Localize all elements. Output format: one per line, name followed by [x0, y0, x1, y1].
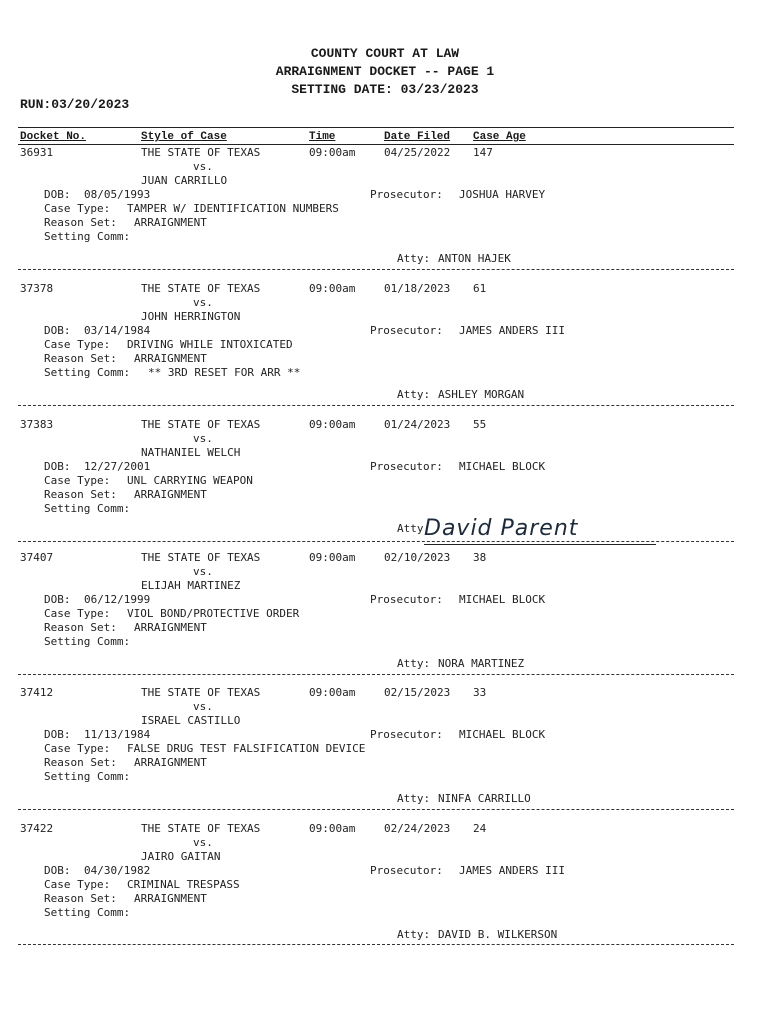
- prosecutor-label: Prosecutor:: [370, 460, 443, 473]
- column-docket: Docket No.: [20, 131, 87, 143]
- setting-comm-label: Setting Comm:: [44, 770, 131, 783]
- docket-number: 37407: [20, 551, 54, 564]
- case-type-label: Case Type:: [44, 878, 111, 891]
- defendant: ELIJAH MARTINEZ: [141, 579, 241, 592]
- plaintiff: THE STATE OF TEXAS: [141, 822, 261, 835]
- prosecutor-label: Prosecutor:: [370, 593, 443, 606]
- dob-value: 03/14/1984: [84, 324, 151, 337]
- docket-number: 37378: [20, 282, 54, 295]
- case-separator: [18, 809, 734, 810]
- case-separator: [18, 674, 734, 675]
- date-filed: 04/25/2022: [384, 146, 451, 159]
- dob-value: 11/13/1984: [84, 728, 151, 741]
- prosecutor-value: MICHAEL BLOCK: [459, 460, 546, 473]
- dob-label: DOB:: [44, 728, 71, 741]
- prosecutor-label: Prosecutor:: [370, 864, 443, 877]
- case-age: 38: [473, 551, 487, 564]
- setting-comm-label: Setting Comm:: [44, 502, 131, 515]
- date-filed: 02/10/2023: [384, 551, 451, 564]
- vs-label: vs.: [193, 296, 213, 309]
- date-filed: 02/15/2023: [384, 686, 451, 699]
- defendant: ISRAEL CASTILLO: [141, 714, 241, 727]
- reason-set-value: ARRAIGNMENT: [134, 756, 207, 769]
- prosecutor-label: Prosecutor:: [370, 188, 443, 201]
- defendant: JAIRO GAITAN: [141, 850, 221, 863]
- prosecutor-value: JOSHUA HARVEY: [459, 188, 546, 201]
- vs-label: vs.: [193, 836, 213, 849]
- vs-label: vs.: [193, 565, 213, 578]
- reason-set-value: ARRAIGNMENT: [134, 488, 207, 501]
- reason-set-label: Reason Set:: [44, 216, 117, 229]
- case-age: 55: [473, 418, 487, 431]
- hearing-time: 09:00am: [309, 686, 356, 699]
- prosecutor-value: MICHAEL BLOCK: [459, 728, 546, 741]
- dob-value: 04/30/1982: [84, 864, 151, 877]
- atty-label: Atty:: [397, 522, 431, 535]
- case-separator: [18, 405, 734, 406]
- case-type-value: VIOL BOND/PROTECTIVE ORDER: [127, 607, 300, 620]
- hearing-time: 09:00am: [309, 418, 356, 431]
- reason-set-label: Reason Set:: [44, 892, 117, 905]
- prosecutor-label: Prosecutor:: [370, 324, 443, 337]
- atty-label: Atty:: [397, 388, 431, 401]
- prosecutor-value: MICHAEL BLOCK: [459, 593, 546, 606]
- plaintiff: THE STATE OF TEXAS: [141, 146, 261, 159]
- case-type-value: UNL CARRYING WEAPON: [127, 474, 253, 487]
- court-title: COUNTY COURT AT LAW: [310, 46, 460, 61]
- reason-set-value: ARRAIGNMENT: [134, 621, 207, 634]
- setting-comm-label: Setting Comm:: [44, 230, 131, 243]
- defendant: NATHANIEL WELCH: [141, 446, 241, 459]
- plaintiff: THE STATE OF TEXAS: [141, 686, 261, 699]
- dob-value: 12/27/2001: [84, 460, 151, 473]
- date-filed: 02/24/2023: [384, 822, 451, 835]
- case-separator: [18, 944, 734, 945]
- atty-label: Atty:: [397, 928, 431, 941]
- case-age: 61: [473, 282, 487, 295]
- vs-label: vs.: [193, 160, 213, 173]
- atty-value: ANTON HAJEK: [438, 252, 511, 265]
- column-age: Case Age: [473, 131, 526, 143]
- column-rule: [18, 144, 734, 145]
- setting-comm-label: Setting Comm:: [44, 366, 131, 379]
- reason-set-value: ARRAIGNMENT: [134, 352, 207, 365]
- atty-label: Atty:: [397, 657, 431, 670]
- setting-comm-value: ** 3RD RESET FOR ARR **: [148, 366, 301, 379]
- dob-label: DOB:: [44, 188, 71, 201]
- atty-value: NORA MARTINEZ: [438, 657, 525, 670]
- plaintiff: THE STATE OF TEXAS: [141, 418, 261, 431]
- case-separator: [18, 269, 734, 270]
- hearing-time: 09:00am: [309, 146, 356, 159]
- signature-line: [424, 544, 656, 545]
- setting-comm-label: Setting Comm:: [44, 906, 131, 919]
- hearing-time: 09:00am: [309, 822, 356, 835]
- case-type-label: Case Type:: [44, 607, 111, 620]
- date-filed: 01/24/2023: [384, 418, 451, 431]
- defendant: JOHN HERRINGTON: [141, 310, 241, 323]
- column-filed: Date Filed: [384, 131, 451, 143]
- case-type-label: Case Type:: [44, 474, 111, 487]
- atty-value: DAVID B. WILKERSON: [438, 928, 558, 941]
- setting-date: SETTING DATE: 03/23/2023: [291, 82, 479, 97]
- case-type-value: DRIVING WHILE INTOXICATED: [127, 338, 293, 351]
- reason-set-label: Reason Set:: [44, 621, 117, 634]
- defendant: JUAN CARRILLO: [141, 174, 228, 187]
- reason-set-label: Reason Set:: [44, 488, 117, 501]
- run-date: RUN:03/20/2023: [20, 97, 130, 112]
- case-age: 24: [473, 822, 487, 835]
- case-age: 147: [473, 146, 493, 159]
- dob-value: 08/05/1993: [84, 188, 151, 201]
- case-type-value: FALSE DRUG TEST FALSIFICATION DEVICE: [127, 742, 366, 755]
- case-separator: [18, 541, 734, 542]
- vs-label: vs.: [193, 700, 213, 713]
- dob-label: DOB:: [44, 864, 71, 877]
- docket-number: 37412: [20, 686, 54, 699]
- reason-set-value: ARRAIGNMENT: [134, 892, 207, 905]
- handwritten-attorney-signature: David Parent: [424, 516, 579, 541]
- plaintiff: THE STATE OF TEXAS: [141, 282, 261, 295]
- prosecutor-value: JAMES ANDERS III: [459, 324, 565, 337]
- column-time: Time: [309, 131, 336, 143]
- prosecutor-label: Prosecutor:: [370, 728, 443, 741]
- case-age: 33: [473, 686, 487, 699]
- docket-number: 36931: [20, 146, 54, 159]
- dob-label: DOB:: [44, 460, 71, 473]
- atty-value: ASHLEY MORGAN: [438, 388, 525, 401]
- case-type-label: Case Type:: [44, 742, 111, 755]
- reason-set-label: Reason Set:: [44, 756, 117, 769]
- case-type-value: TAMPER W/ IDENTIFICATION NUMBERS: [127, 202, 339, 215]
- atty-value: NINFA CARRILLO: [438, 792, 531, 805]
- docket-number: 37383: [20, 418, 54, 431]
- dob-label: DOB:: [44, 593, 71, 606]
- column-style: Style of Case: [141, 131, 227, 143]
- plaintiff: THE STATE OF TEXAS: [141, 551, 261, 564]
- atty-label: Atty:: [397, 252, 431, 265]
- hearing-time: 09:00am: [309, 282, 356, 295]
- atty-label: Atty:: [397, 792, 431, 805]
- reason-set-label: Reason Set:: [44, 352, 117, 365]
- vs-label: vs.: [193, 432, 213, 445]
- dob-label: DOB:: [44, 324, 71, 337]
- docket-number: 37422: [20, 822, 54, 835]
- case-type-label: Case Type:: [44, 202, 111, 215]
- case-type-label: Case Type:: [44, 338, 111, 351]
- reason-set-value: ARRAIGNMENT: [134, 216, 207, 229]
- case-type-value: CRIMINAL TRESPASS: [127, 878, 240, 891]
- date-filed: 01/18/2023: [384, 282, 451, 295]
- docket-title: ARRAIGNMENT DOCKET -- PAGE 1: [275, 64, 495, 79]
- header-rule: [18, 127, 734, 128]
- setting-comm-label: Setting Comm:: [44, 635, 131, 648]
- hearing-time: 09:00am: [309, 551, 356, 564]
- prosecutor-value: JAMES ANDERS III: [459, 864, 565, 877]
- dob-value: 06/12/1999: [84, 593, 151, 606]
